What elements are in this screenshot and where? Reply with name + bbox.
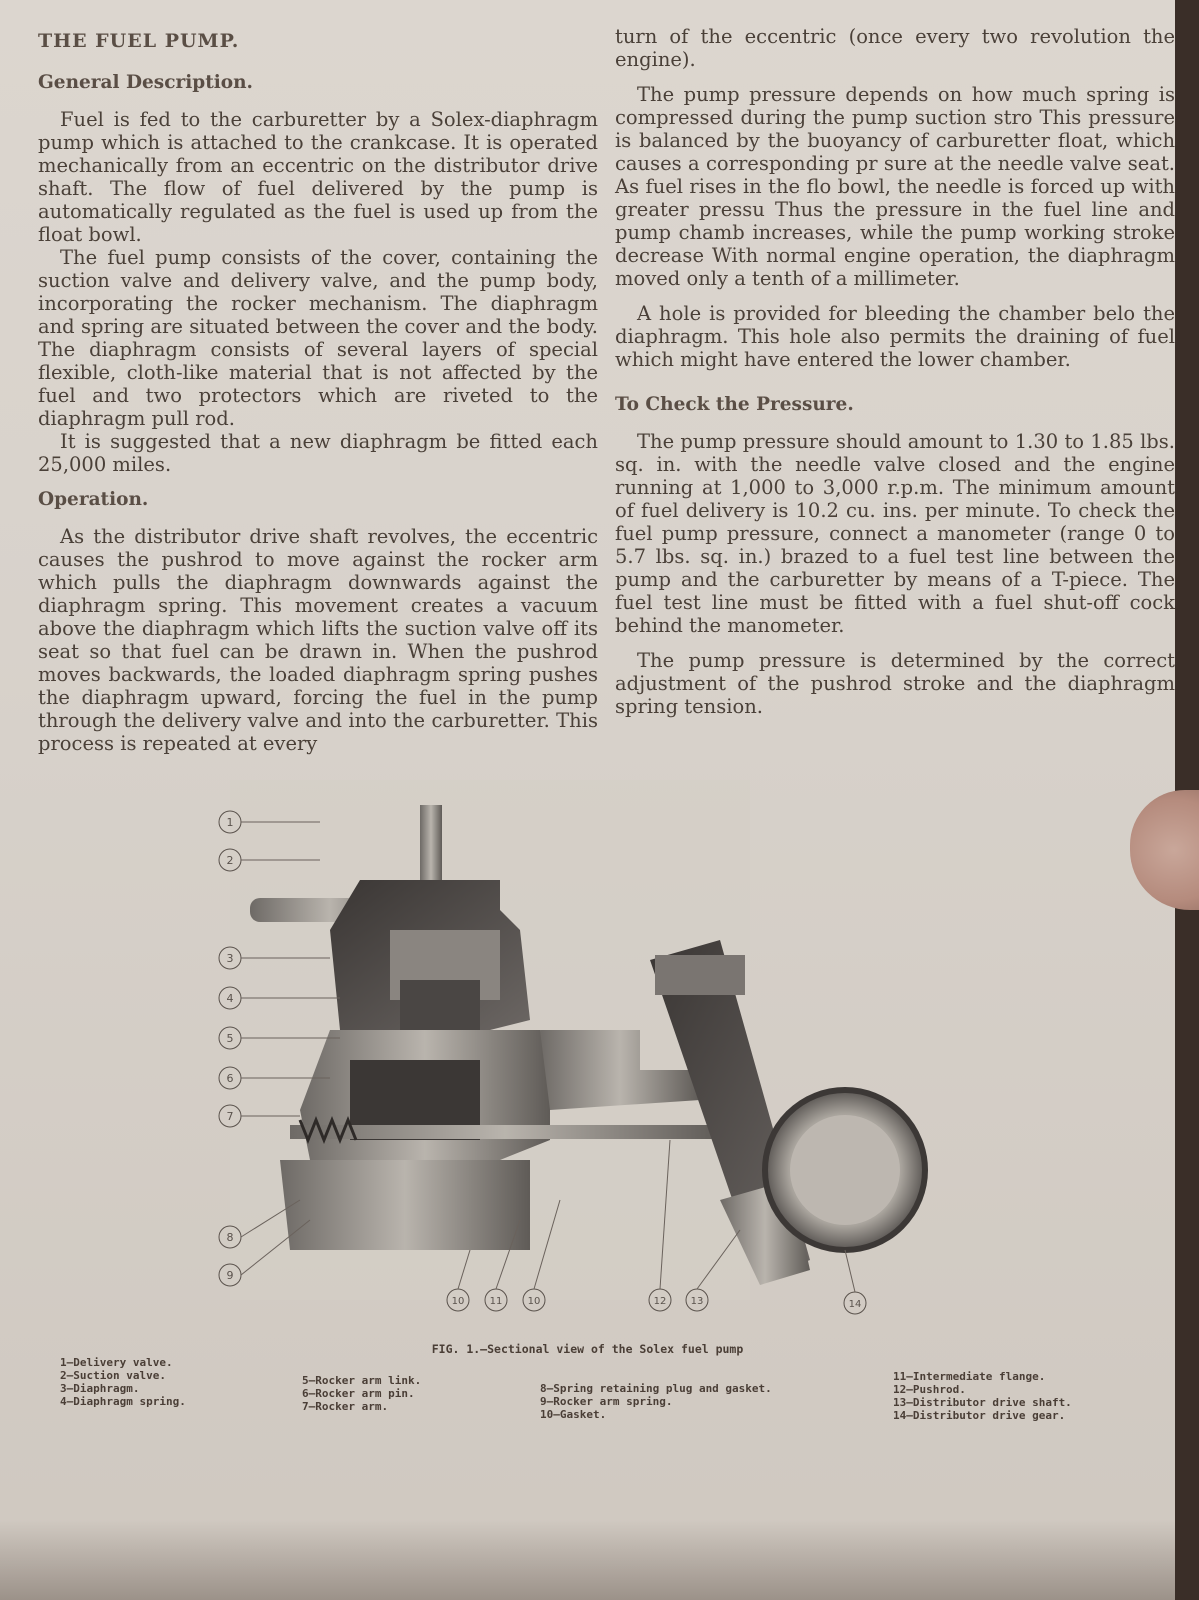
svg-text:2: 2	[226, 854, 234, 867]
legend-item: 7—Rocker arm.	[302, 1400, 389, 1413]
legend-item: 13—Distributor drive shaft.	[893, 1396, 1072, 1409]
legend-item: 12—Pushrod.	[893, 1383, 966, 1396]
legend-item: 8—Spring retaining plug and gasket.	[540, 1382, 772, 1395]
general-paragraph-3: It is suggested that a new diaphragm be fitted each 25,000 miles.	[38, 430, 598, 476]
svg-text:8: 8	[226, 1231, 234, 1244]
page-shadow	[0, 1520, 1175, 1600]
right-column	[615, 25, 1175, 718]
svg-text:1: 1	[226, 816, 234, 829]
svg-text:3: 3	[226, 952, 234, 965]
pressure-paragraph-1: The pump pressure depends on how much spring is compressed during the pump suction stro This pressure is balanced by the buoyancy of carburetter float, which causes a corresponding pr sure at the needle valve seat. As fuel rises in the flo bowl, the needle is forced up with greater pressu Thus the pressure in the fuel line and pump chamb increases, while the pump working stroke decrease With normal engine operation, the diaphragm moved only a tenth of a millimeter.	[615, 83, 1175, 290]
svg-text:14: 14	[848, 1299, 862, 1310]
gear-hub	[790, 1115, 900, 1225]
legend-item: 4—Diaphragm spring.	[60, 1395, 186, 1408]
legend-item: 5—Rocker arm link.	[302, 1374, 422, 1387]
legend-item: 1—Delivery valve.	[60, 1356, 173, 1369]
svg-text:4: 4	[226, 992, 234, 1005]
legend-item: 9—Rocker arm spring.	[540, 1395, 673, 1408]
check-paragraph-1: The pump pressure should amount to 1.30 to 1.85 lbs. sq. in. with the needle valve closed and the engine running at 1,000 to 3,000 r.p.m. The minimum amount of fuel delivery is 10.2 cu. ins. per minute. To check the fuel pump pressure, connect a manometer (range 0 to 5.7 lbs. sq. in.) brazed to a fuel test line between the pump and the carburetter by means of a T-piece. The fuel test line must be fitted with a fuel shut-off cock behind the manometer.	[615, 430, 1175, 637]
operation-heading: Operation.	[38, 489, 149, 510]
svg-text:5: 5	[226, 1032, 234, 1045]
general-paragraph-1: Fuel is fed to the carburetter by a Solex-diaphragm pump which is attached to the crankcase. It is operated mechanically from an eccentric on the distributor drive shaft. The flow of fuel delivered by the pump is automatically regulated as the fuel is used up from the float bowl.	[38, 108, 598, 246]
svg-text:10: 10	[527, 1296, 541, 1307]
legend-column-4	[893, 1370, 1072, 1422]
pressure-paragraph-2: A hole is provided for bleeding the chamber belo the diaphragm. This hole also permits the draining of fuel which might have entered the lower chamber.	[615, 302, 1175, 371]
diaphragm-spring	[400, 980, 480, 1030]
figure-caption: FIG. 1.—Sectional view of the Solex fuel pump	[431, 1342, 744, 1356]
legend-item: 3—Diaphragm.	[60, 1382, 140, 1395]
section-title: THE FUEL PUMP.	[38, 30, 240, 52]
svg-text:9: 9	[226, 1269, 234, 1282]
svg-text:7: 7	[226, 1110, 234, 1123]
continued-paragraph: turn of the eccentric (once every two revolution the engine).	[615, 25, 1175, 71]
svg-text:13: 13	[690, 1296, 704, 1307]
general-description-heading: General Description.	[38, 72, 253, 93]
legend-item: 2—Suction valve.	[60, 1369, 166, 1382]
pump-base	[280, 1160, 530, 1250]
legend-item: 14—Distributor drive gear.	[893, 1409, 1066, 1422]
legend-item: 10—Gasket.	[540, 1408, 607, 1421]
svg-text:12: 12	[653, 1296, 667, 1307]
callout-14	[844, 1250, 866, 1314]
operation-paragraph: As the distributor drive shaft revolves, the eccentric causes the pushrod to move against the rocker arm which pulls the diaphragm downwards against the diaphragm spring. This movement creates a vacuum above the diaphragm which lifts the suction valve off its seat so that fuel can be drawn in. When the pushrod moves backwards, the loaded diaphragm spring pushes the diaphragm upward, forcing the fuel in the pump through the delivery valve and into the carburetter. This process is repeated at every	[38, 525, 598, 755]
shaft-top-collar	[655, 955, 745, 995]
left-column	[38, 30, 598, 755]
fuel-pump-sectional-diagram	[200, 780, 960, 1340]
svg-text:10: 10	[451, 1296, 465, 1307]
legend-item: 11—Intermediate flange.	[893, 1370, 1046, 1383]
legend-column-2	[302, 1374, 421, 1413]
svg-text:6: 6	[226, 1072, 234, 1085]
legend-item: 6—Rocker arm pin.	[302, 1387, 415, 1400]
svg-text:11: 11	[489, 1296, 503, 1307]
general-paragraph-2: The fuel pump consists of the cover, containing the suction valve and delivery valve, and the pump body, incorporating the rocker mechanism. The diaphragm and spring are situated between the cover and the body. The diaphragm consists of several layers of special flexible, cloth-like material that is not affected by the fuel and two protectors which are riveted to the diaphragm pull rod.	[38, 246, 598, 430]
check-paragraph-2: The pump pressure is determined by the correct adjustment of the pushrod stroke and the diaphragm spring tension.	[615, 649, 1175, 718]
check-pressure-heading: To Check the Pressure.	[615, 394, 854, 415]
legend-column-3	[540, 1382, 772, 1421]
legend-column-1	[60, 1356, 186, 1408]
